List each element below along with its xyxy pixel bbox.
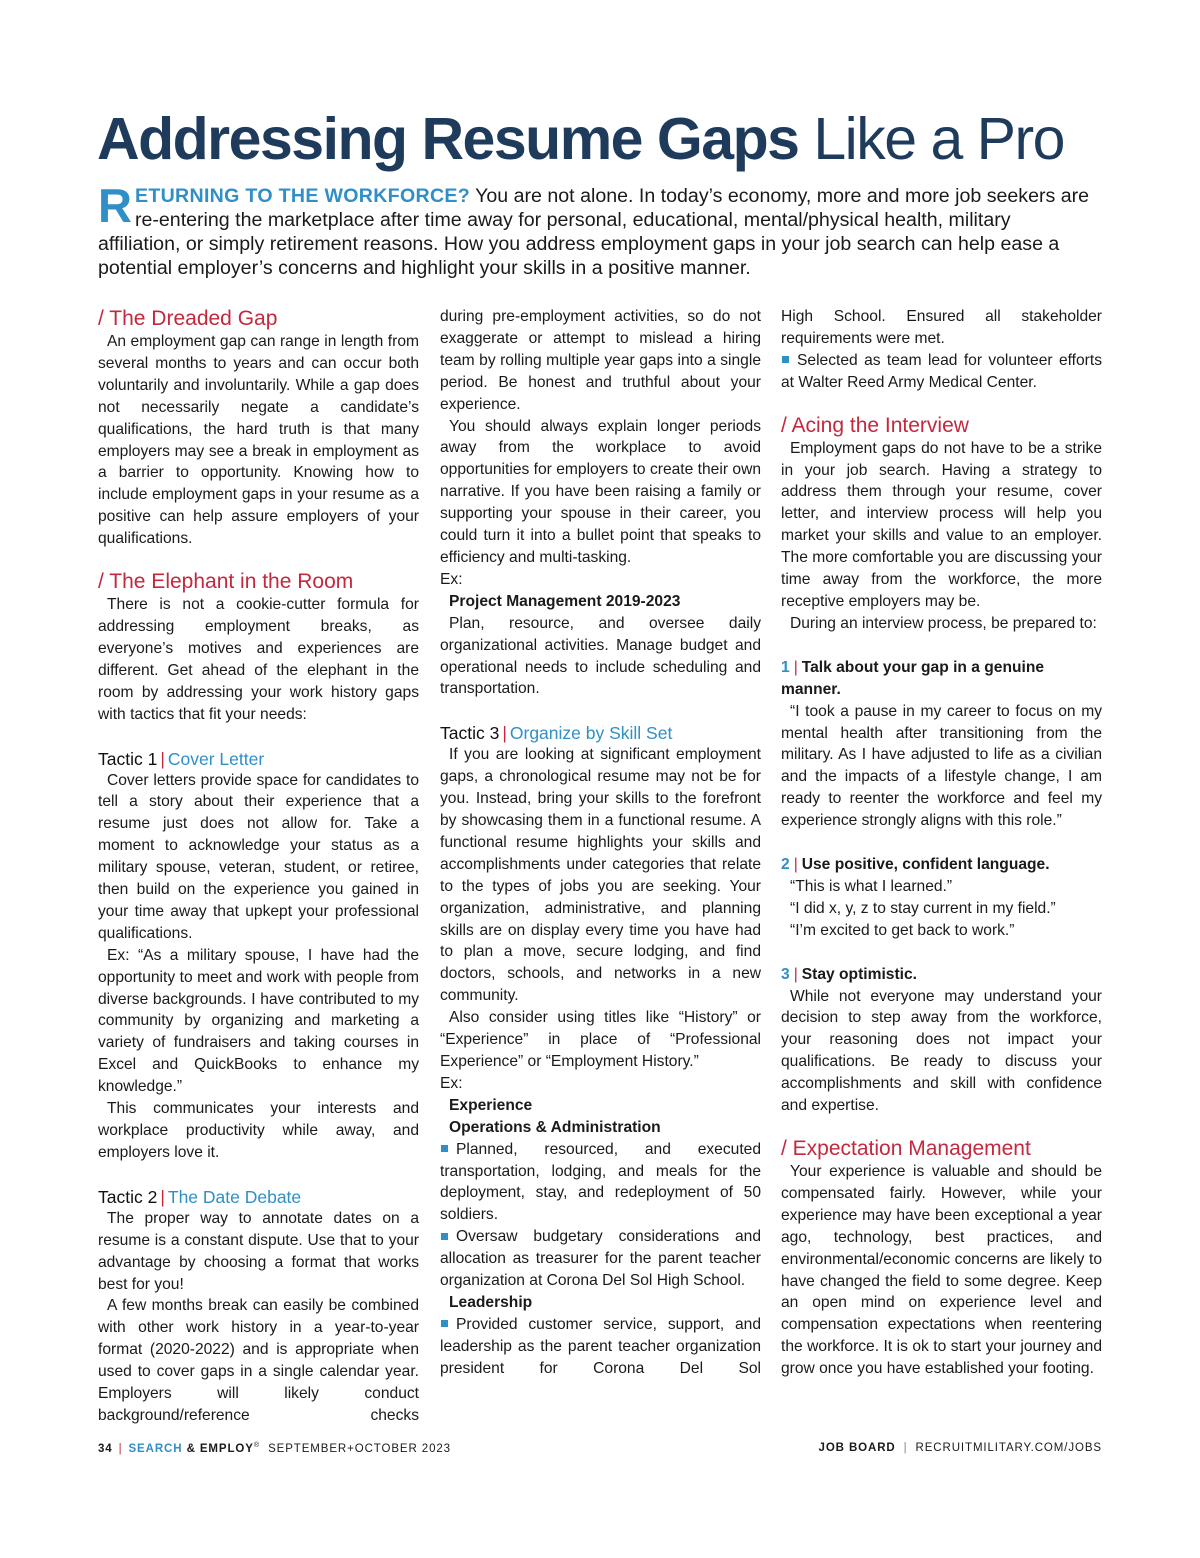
explain-text: You should always explain longer periods away from the workplace to avoid opportunities for employers to create their own narrative. If you have been raising a family or supporting your spouse in their career, you could turn it into a bullet point that speaks to efficiency and multi-tasking.	[440, 417, 761, 566]
tip-2-quote-1: “This is what I learned.”	[790, 877, 953, 895]
registered-mark: ®	[253, 1442, 260, 1449]
tactic-1-name: Cover Letter	[167, 748, 265, 769]
subhead-experience: Experience	[449, 1096, 533, 1114]
magazine-name-search: SEARCH	[128, 1442, 183, 1455]
subhead-operations: Operations & Administration	[449, 1118, 661, 1136]
bullet-square-icon	[782, 356, 789, 363]
heading-dreaded-gap: / The Dreaded Gap	[98, 307, 278, 330]
intro-text: You are not alone. In today’s economy, more and more job seekers are re-entering the marketplace after time away for personal, educational, mental/physical health, military affiliation, or simply retirement reasons. How you address employment gaps in your job search can help ease a potential employer’s concerns and highlight your skills in a positive manner.	[98, 185, 1090, 279]
bullet-text: Selected as team lead for volunteer efforts at Walter Reed Army Medical Center.	[781, 351, 1102, 391]
tactic-3-sep: |	[502, 723, 507, 744]
tip-1-sep: |	[793, 658, 798, 676]
tip-3-num: 3	[781, 965, 790, 983]
tactic-1-text-1: Cover letters provide space for candidates to tell a story about their experience that a resume just does not allow for. Take a moment to acknowledge your status as a military spouse, veteran, student, or retiree, then build on the experience you gained in your time away that upkept your professional qualifications.	[98, 771, 419, 942]
tactic-3-heading	[440, 722, 761, 744]
example-label-1: Ex:	[440, 570, 463, 588]
tip-3-heading	[781, 964, 1102, 986]
bullet-text: Oversaw budgetary considerations and allocation as treasurer for the parent teacher organization at Corona Del Sol High School.	[440, 1228, 761, 1290]
tactic-1-text-2: Ex: “As a military spouse, I have had the opportunity to meet and work with people from diverse backgrounds. I have contributed to my community by organizing and marketing a variety of fundraisers and taking courses in Excel and QuickBooks to enhance my knowledge.”	[98, 946, 419, 1096]
tip-3-title: Stay optimistic.	[801, 965, 917, 983]
tactic-1-text-3: This communicates your interests and workplace productivity while away, and employers love it.	[98, 1100, 419, 1161]
example-title: Project Management 2019-2023	[449, 592, 681, 610]
tactic-3-name: Organize by Skill Set	[509, 723, 673, 744]
tactic-1-sep: |	[160, 748, 165, 769]
tip-2-num: 2	[781, 856, 790, 874]
footer-left	[98, 1442, 451, 1455]
footer-divider: |	[903, 1442, 908, 1454]
tactic-2-text-2: A few months break can easily be combined with other work history in a year-to-year format (2020-2022) and is appropriate when used to cover gaps in a single calendar year. Employers will likely conduct background/reference checks	[98, 1297, 419, 1424]
bullet-item	[440, 1226, 761, 1292]
tactic-2-text-1: The proper way to annotate dates on a resume is a constant dispute. Use that to your advantage by choosing a format that works best for you!	[98, 1209, 419, 1293]
expectation-text: Your experience is valuable and should be compensated fairly. However, while your experience may have been exceptional a year ago, technology, best practices, and environmental/economic concerns are likely to have changed the field to some degree. Keep an open mind on experience level and compensation expectations when reentering the workforce. It is ok to start your journey and grow once you have established your footing.	[781, 1163, 1102, 1378]
subhead-leadership: Leadership	[449, 1293, 533, 1311]
section-name: JOB BOARD	[818, 1442, 896, 1454]
tip-2-title: Use positive, confident language.	[801, 856, 1050, 874]
bullet-item	[440, 1139, 761, 1227]
page-title	[97, 103, 1064, 175]
acing-text-2: During an interview process, be prepared to:	[790, 614, 1097, 632]
tip-2-quote-2: “I did x, y, z to stay current in my field.”	[790, 899, 1056, 917]
intro-paragraph	[98, 179, 1098, 280]
issue-date: SEPTEMBER+OCTOBER 2023	[268, 1442, 451, 1455]
tactic-2-sep: |	[160, 1186, 165, 1207]
tip-2-sep: |	[793, 856, 798, 874]
tip-1-heading	[781, 657, 1102, 701]
column-1	[98, 306, 419, 1427]
tip-2-heading	[781, 854, 1102, 876]
tactic-3-text-1: If you are looking at significant employment gaps, a chronological resume may not be for you. Instead, bring your skills to the forefront by showcasing them in a functional resume. A functional resume highlights your skills and accomplishments under categories that relate to the types of jobs you are seeking. Your organization, administrative, and planning skills are on display every time you have had to plan a move, secure lodging, and find doctors, schools, and networks in a new community.	[440, 746, 761, 1005]
intro-lead: ETURNING TO THE WORKFORCE?	[134, 185, 471, 207]
title-light: Like a Pro	[798, 106, 1064, 172]
page-number: 34	[98, 1442, 113, 1455]
continued-text: during pre-employment activities, so do not exaggerate or attempt to mislead a hiring team by rolling multiple year gaps into a single period. Be honest and truthful about your experience.	[440, 308, 761, 413]
example-text: Plan, resource, and oversee daily organizational activities. Manage budget and operational needs to include scheduling and transportation.	[440, 614, 761, 698]
footer-url: RECRUITMILITARY.COM/JOBS	[915, 1442, 1102, 1454]
dreaded-gap-text: An employment gap can range in length from several months to years and can occur both voluntarily and involuntarily. While a gap does not necessarily negate a candidate’s qualifications, the hard truth is that many employers may see a break in employment as a barrier to opportunity. Knowing how to include employment gaps in your resume as a positive can help assure employers of your qualifications.	[98, 333, 419, 548]
tactic-3-label: Tactic 3	[440, 723, 500, 744]
tactic-2-name: The Date Debate	[167, 1186, 302, 1207]
bullet-square-icon	[441, 1145, 448, 1152]
example-label-2: Ex:	[440, 1074, 463, 1092]
heading-elephant: / The Elephant in the Room	[98, 570, 354, 594]
tactic-3-text-2: Also consider using titles like “History” or “Experience” in place of “Professional Experience” or “Employment History.”	[440, 1009, 761, 1070]
drop-cap: R	[98, 179, 132, 232]
tip-3-sep: |	[793, 965, 798, 983]
acing-text-1: Employment gaps do not have to be a strike in your job search. Having a strategy to address them through your resume, cover letter, and interview process will help you market your skills and value to an employer. The more comfortable you are discussing your time away from the workforce, the more receptive employers may be.	[781, 439, 1102, 610]
tactic-1-label: Tactic 1	[98, 748, 158, 769]
title-bold: Addressing Resume Gaps	[97, 106, 799, 172]
tip-1-text: “I took a pause in my career to focus on my mental health after transitioning from the military. As I have adjusted to life as a civilian and the impacts of a lifestyle change, I am ready to reenter the workforce and feel my experience strongly aligns with this role.”	[781, 702, 1102, 830]
heading-acing-interview: / Acing the Interview	[781, 413, 969, 437]
column-3	[781, 306, 1102, 1380]
column-2	[440, 306, 761, 1380]
tactic-2-heading	[98, 1186, 419, 1208]
continued-bullet-text: High School. Ensured all stakeholder requirements were met.	[781, 308, 1102, 347]
bullet-item	[781, 350, 1102, 394]
footer-right	[819, 1442, 1102, 1454]
tip-1-num: 1	[781, 658, 790, 676]
tactic-1-heading	[98, 748, 419, 770]
tactic-2-label: Tactic 2	[98, 1186, 158, 1207]
bullet-text: Provided customer service, support, and leadership as the parent teacher organization president for Corona Del Sol	[440, 1315, 761, 1377]
bullet-item	[440, 1314, 761, 1380]
tip-1-title: Talk about your gap in a genuine manner.	[781, 658, 1045, 698]
bullet-text: Planned, resourced, and executed transportation, lodging, and meals for the deployment, stay, and redeployment of 50 soldiers.	[440, 1140, 761, 1224]
bullet-square-icon	[441, 1233, 448, 1240]
elephant-text: There is not a cookie-cutter formula for addressing employment breaks, as everyone’s motives and experiences are different. Get ahead of the elephant in the room by addressing your work history gaps with tactics that fit your needs:	[98, 596, 419, 723]
tip-3-text: While not everyone may understand your decision to step away from the workforce, your reasoning does not impact your qualifications. Be ready to discuss your accomplishments and skill with confidence and expertise.	[781, 987, 1102, 1115]
tip-2-quote-3: “I’m excited to get back to work.”	[790, 921, 1015, 939]
bullet-square-icon	[441, 1320, 448, 1327]
magazine-name-employ: & EMPLOY	[186, 1442, 254, 1455]
heading-expectation: / Expectation Management	[781, 1137, 1031, 1160]
footer-divider: |	[118, 1442, 123, 1455]
